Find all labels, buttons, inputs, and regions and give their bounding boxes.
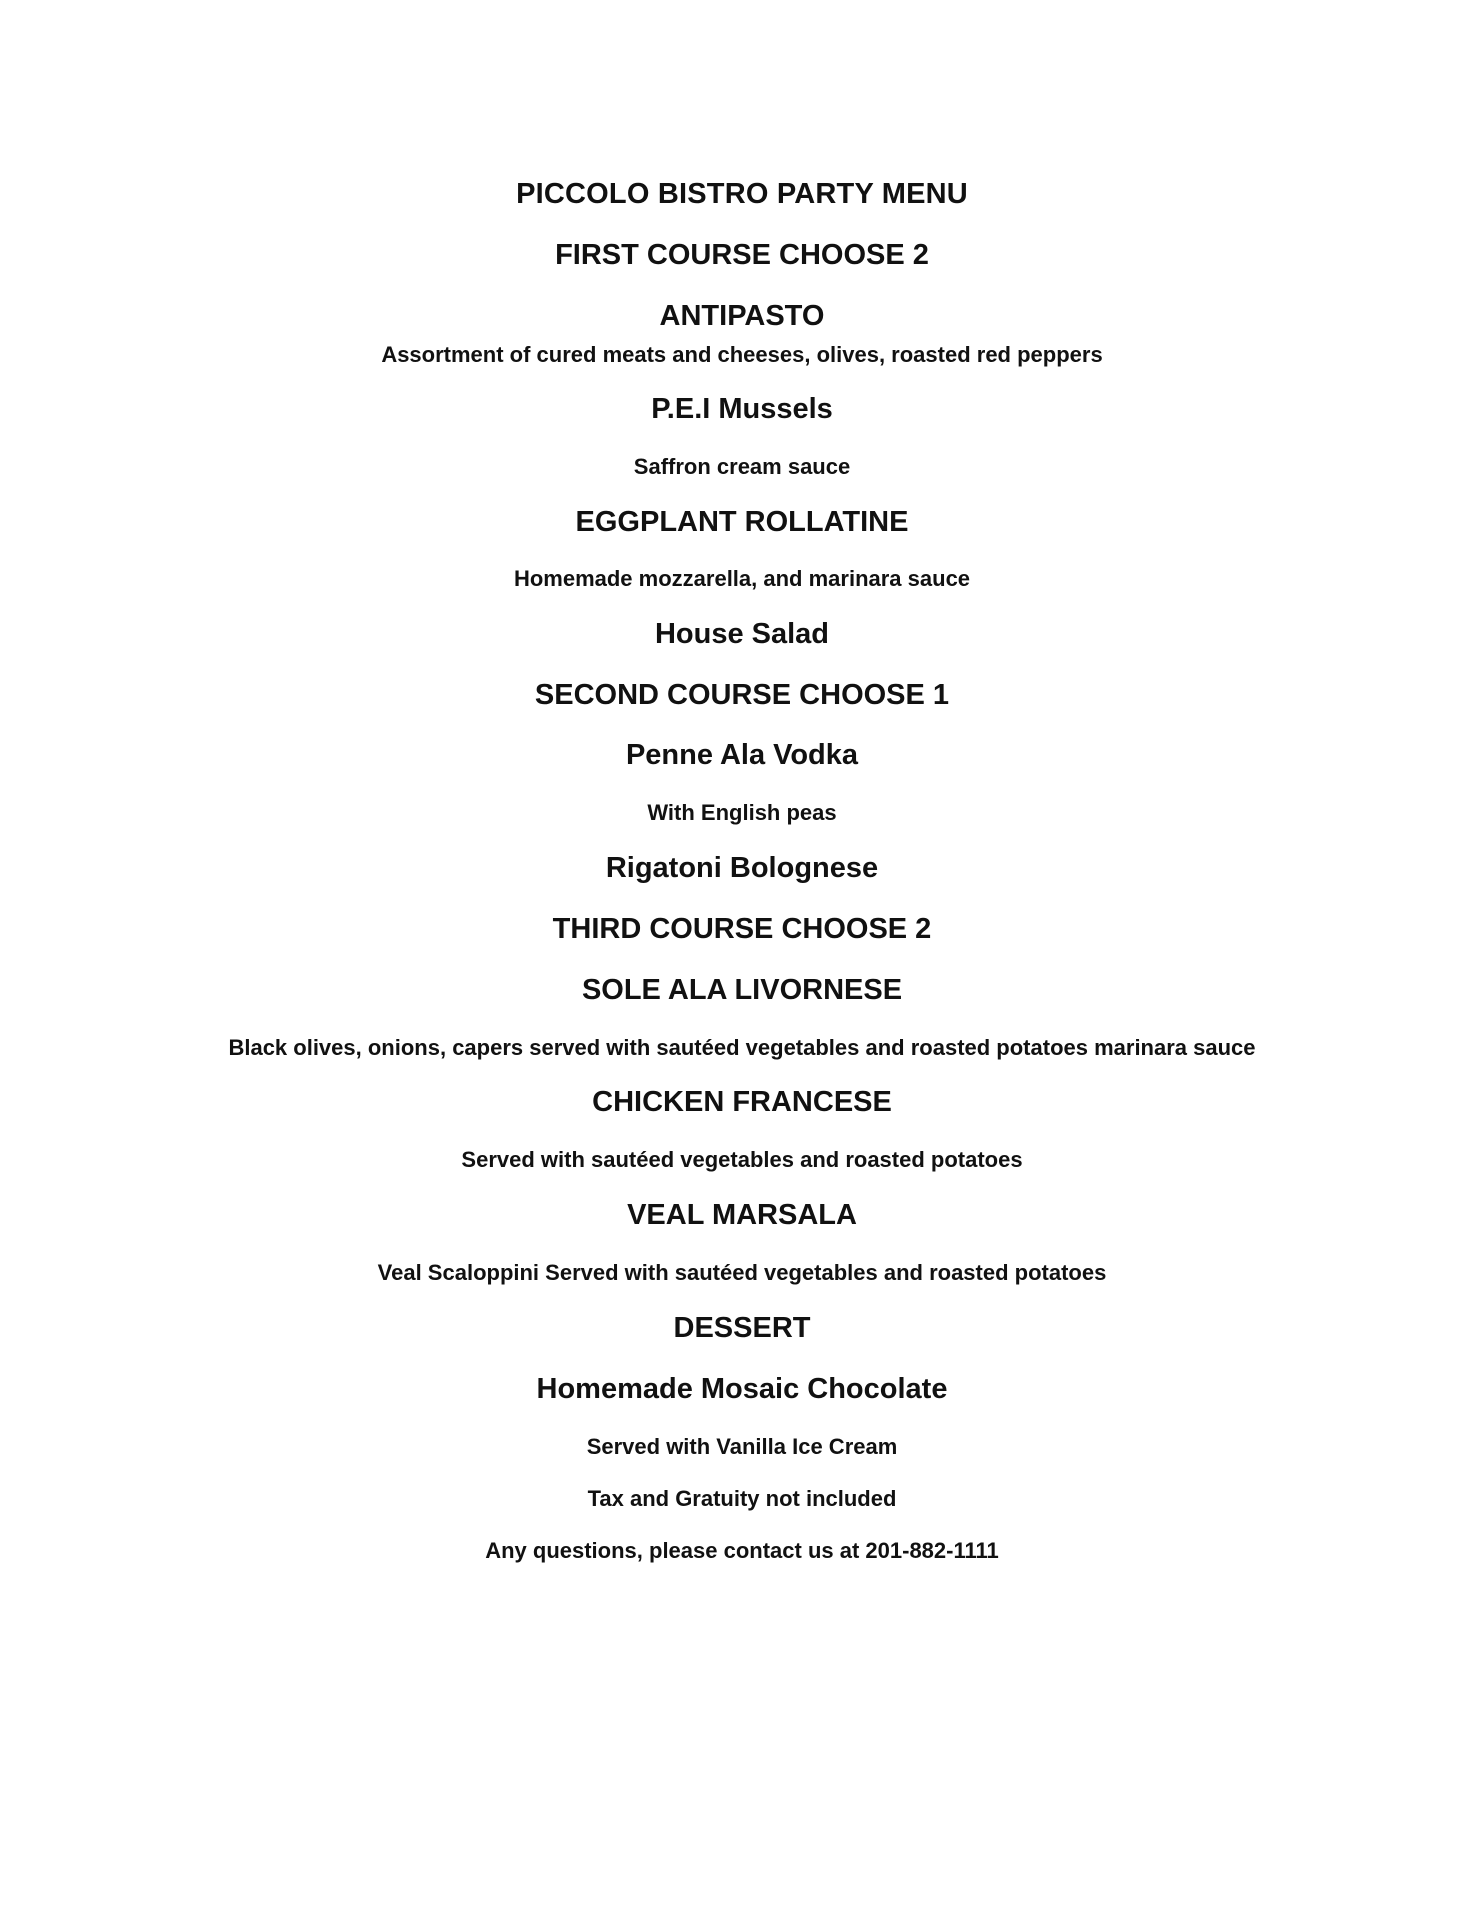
dessert-heading: DESSERT (673, 1312, 811, 1344)
menu-title: PICCOLO BISTRO PARTY MENU (516, 178, 968, 210)
second-course-heading: SECOND COURSE CHOOSE 1 (534, 679, 950, 711)
item-desc-eggplant-rollatine: Homemade mozzarella, and marinara sauce (513, 566, 971, 591)
item-desc-sole-ala-livornese: Black olives, onions, capers served with sautéed vegetables and roasted potatoes marinara sauce (228, 1035, 1256, 1060)
item-name-veal-marsala: VEAL MARSALA (627, 1199, 857, 1231)
item-name-eggplant-rollatine: EGGPLANT ROLLATINE (575, 506, 909, 538)
item-desc-veal-marsala: Veal Scaloppini Served with sautéed vegetables and roasted potatoes (377, 1260, 1107, 1285)
item-name-chicken-francese: CHICKEN FRANCESE (592, 1086, 892, 1118)
item-desc-chicken-francese: Served with sautéed vegetables and roasted potatoes (461, 1147, 1023, 1172)
contact-line: Any questions, please contact us at 201-882-1111 (485, 1538, 999, 1563)
tax-note: Tax and Gratuity not included (587, 1486, 897, 1511)
item-name-mussels: P.E.I Mussels (651, 393, 833, 425)
item-name-house-salad: House Salad (654, 618, 830, 650)
item-desc-mosaic-chocolate: Served with Vanilla Ice Cream (586, 1434, 898, 1459)
item-desc-penne-ala-vodka: With English peas (647, 800, 837, 825)
item-name-rigatoni-bolognese: Rigatoni Bolognese (605, 852, 879, 884)
item-desc-antipasto: Assortment of cured meats and cheeses, olives, roasted red peppers (381, 342, 1103, 367)
item-name-penne-ala-vodka: Penne Ala Vodka (625, 739, 859, 771)
item-name-sole-ala-livornese: SOLE ALA LIVORNESE (581, 974, 903, 1006)
item-desc-mussels: Saffron cream sauce (633, 454, 851, 479)
third-course-heading: THIRD COURSE CHOOSE 2 (552, 913, 932, 945)
item-name-antipasto: ANTIPASTO (659, 300, 825, 332)
item-name-mosaic-chocolate: Homemade Mosaic Chocolate (536, 1373, 948, 1405)
first-course-heading: FIRST COURSE CHOOSE 2 (555, 239, 929, 271)
